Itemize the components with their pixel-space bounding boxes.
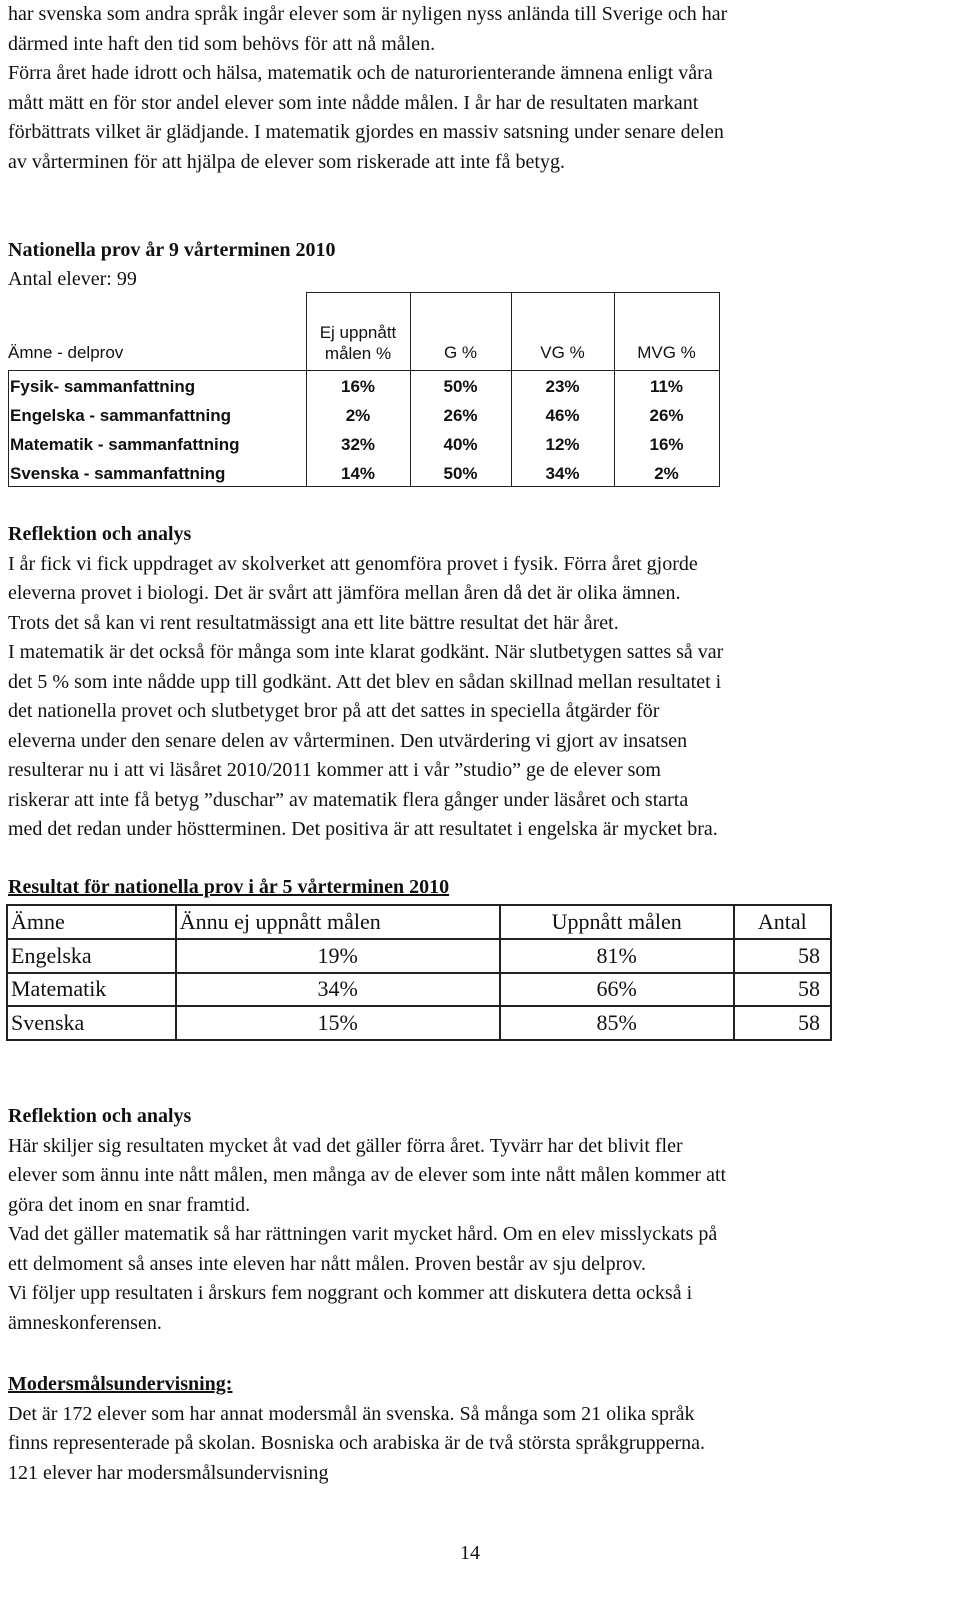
subject-cell: Engelska - sammanfattning: [10, 406, 232, 425]
column-header-subject: Ämne - delprov: [8, 343, 124, 362]
column-header-subject: Ämne: [7, 905, 176, 939]
text-line: eleverna under den senare delen av vårterminen. Den utvärdering vi gjort av insatsen: [8, 729, 688, 752]
section-heading: Reflektion och analys: [8, 523, 192, 545]
mvg-cell: 2%: [654, 464, 679, 483]
section-heading: Modersmålsundervisning:: [8, 1373, 233, 1395]
text-line: eleverna provet i biologi. Det är svårt att jämföra mellan åren då det är olika ämnen.: [8, 582, 681, 604]
count-cell: 58: [734, 1006, 831, 1040]
text-line: Trots det så kan vi rent resultatmässigt ana ett lite bättre resultat det här året.: [8, 611, 619, 634]
national-tests-9-title: Nationella prov år 9 vårterminen 2010: [8, 239, 336, 261]
subject-cell: Engelska: [7, 939, 176, 973]
column-header-g: G %: [443, 343, 478, 362]
national-tests-5-table: [6, 904, 832, 1041]
vg-cell: 46%: [545, 406, 580, 425]
text-line: mått mätt en för stor andel elever som inte nådde målen. I år har de resultaten markant: [8, 91, 699, 114]
g-cell: 50%: [443, 464, 478, 483]
count-cell: 58: [734, 973, 831, 1007]
table-row: [8, 372, 720, 401]
table-row: [7, 1006, 831, 1040]
text-line: ett delmoment så anses inte eleven har nått målen. Proven består av sju delprov.: [8, 1252, 646, 1275]
column-header-reached: Uppnått målen: [500, 905, 734, 939]
reached-cell: 66%: [500, 973, 734, 1007]
not-reached-cell: 16%: [340, 377, 376, 396]
column-header-vg: VG %: [540, 343, 585, 362]
text-line: I matematik är det också för många som inte klarat godkänt. När slutbetygen sattes så var: [8, 641, 724, 663]
table-header-row: [7, 905, 831, 939]
national-tests-9-table: [8, 292, 720, 487]
not-reached-cell: 14%: [340, 464, 376, 483]
text-line: förbättrats vilket är glädjande. I matematik gjordes en massiv satsning under senare delen: [8, 121, 724, 143]
text-line: Det är 172 elever som har annat modersmål än svenska. Så många som 21 olika språk: [8, 1402, 695, 1425]
column-header-not-reached: Ännu ej uppnått målen: [176, 905, 500, 939]
vg-cell: 34%: [545, 464, 580, 483]
header-line: Ej uppnått: [319, 323, 397, 342]
national-tests-5-title: Resultat för nationella prov i år 5 vårterminen 2010: [8, 876, 450, 898]
reflection-section-2: [8, 1102, 958, 1338]
mvg-cell: 16%: [649, 435, 684, 454]
column-header-not-reached: [306, 322, 410, 364]
reflection-section-1: [8, 520, 958, 845]
table-row: [8, 459, 720, 488]
column-header-mvg: MVG %: [637, 343, 696, 362]
column-header-count: Antal: [734, 905, 831, 939]
text-line: finns representerade på skolan. Bosniska och arabiska är de två största språkgrupperna.: [8, 1432, 705, 1454]
text-line: ämneskonferensen.: [8, 1311, 162, 1334]
g-cell: 50%: [443, 377, 478, 396]
subject-cell: Matematik: [7, 973, 176, 1007]
intro-paragraph: [8, 0, 958, 177]
vg-cell: 12%: [545, 435, 580, 454]
not-reached-cell: 34%: [176, 973, 500, 1007]
text-line: har svenska som andra språk ingår elever som är nyligen nyss anlända till Sverige och har: [8, 3, 728, 25]
mother-tongue-section: [8, 1370, 958, 1488]
text-line: 121 elever har modersmålsundervisning: [8, 1461, 329, 1484]
reached-cell: 81%: [500, 939, 734, 973]
section-heading: Reflektion och analys: [8, 1105, 192, 1127]
subject-cell: Svenska - sammanfattning: [10, 464, 226, 483]
text-line: Vi följer upp resultaten i årskurs fem noggrant och kommer att diskutera detta också i: [8, 1282, 693, 1304]
g-cell: 26%: [443, 406, 478, 425]
text-line: resulterar nu i att vi läsåret 2010/2011 kommer att i vår ”studio” ge de elever som: [8, 759, 661, 781]
text-line: Förra året hade idrott och hälsa, matematik och de naturorienterande ämnena enligt våra: [8, 62, 713, 84]
not-reached-cell: 2%: [345, 406, 371, 425]
text-line: Här skiljer sig resultaten mycket åt vad det gäller förra året. Tyvärr har det blivit fler: [8, 1134, 683, 1157]
student-count: Antal elever: 99: [8, 268, 137, 290]
mvg-cell: 26%: [649, 406, 684, 425]
not-reached-cell: 15%: [176, 1006, 500, 1040]
reached-cell: 85%: [500, 1006, 734, 1040]
text-line: det 5 % som inte nådde upp till godkänt. Att det blev en sådan skillnad mellan resultatet i: [8, 670, 722, 693]
not-reached-cell: 32%: [340, 435, 376, 454]
vg-cell: 23%: [545, 377, 580, 396]
page-number: 14: [460, 1542, 480, 1564]
table-row: [8, 401, 720, 430]
text-line: riskerar att inte få betyg ”duschar” av matematik flera gånger under läsåret och starta: [8, 788, 689, 811]
text-line: I år fick vi fick uppdraget av skolverket att genomföra provet i fysik. Förra året gjorde: [8, 552, 698, 575]
text-line: Vad det gäller matematik så har rättningen varit mycket hård. Om en elev misslyckats på: [8, 1223, 718, 1245]
table-row: [7, 973, 831, 1007]
header-line: målen %: [324, 344, 392, 363]
table-row: [8, 430, 720, 459]
subject-cell: Matematik - sammanfattning: [10, 435, 240, 454]
count-cell: 58: [734, 939, 831, 973]
mvg-cell: 11%: [649, 377, 684, 396]
not-reached-cell: 19%: [176, 939, 500, 973]
text-line: med det redan under höstterminen. Det positiva är att resultatet i engelska är mycket bra.: [8, 818, 718, 840]
text-line: det nationella provet och slutbetyget bror på att det sattes in speciella åtgärder för: [8, 700, 660, 722]
g-cell: 40%: [443, 435, 478, 454]
text-line: därmed inte haft den tid som behövs för att nå målen.: [8, 32, 436, 55]
text-line: elever som ännu inte nått målen, men många av de elever som inte nått målen kommer att: [8, 1164, 727, 1186]
subject-cell: Fysik- sammanfattning: [10, 377, 196, 396]
text-line: göra det inom en snar framtid.: [8, 1193, 251, 1216]
table-row: [7, 939, 831, 973]
subject-cell: Svenska: [7, 1006, 176, 1040]
text-line: av vårterminen för att hjälpa de elever som riskerade att inte få betyg.: [8, 150, 565, 173]
